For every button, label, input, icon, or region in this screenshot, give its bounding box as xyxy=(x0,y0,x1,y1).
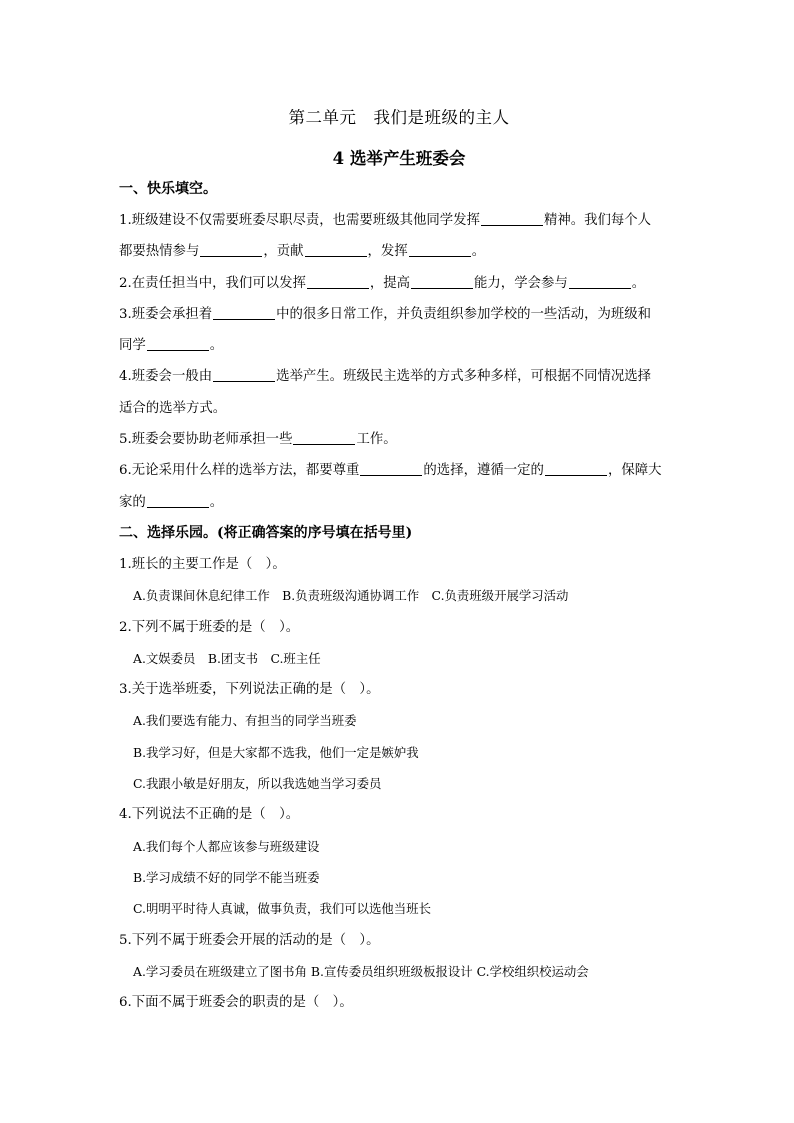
text-segment: 中的很多日常工作，并负责组织参加学校的一些活动，为班级和 xyxy=(276,306,652,322)
text-segment: 精神。我们每个人 xyxy=(543,213,652,228)
text-segment: 1.班级建设不仅需要班委尽职尽责，也需要班级其他同学发挥 xyxy=(119,213,480,228)
text-segment: 同学 xyxy=(119,338,146,354)
fill-q6-line1 xyxy=(119,455,679,486)
text-segment: 6.无论采用什么样的选举方法，都要尊重 xyxy=(119,463,360,479)
text-segment: 都要热情参与 xyxy=(119,244,200,260)
text-segment: 。 xyxy=(209,494,224,510)
answer-blank[interactable] xyxy=(481,211,543,226)
text-segment: 。 xyxy=(631,275,646,291)
fill-q6-line2 xyxy=(119,487,679,518)
choice-q3-option-b: B.我学习好，但是大家都不选我，他们一定是嫉妒我 xyxy=(133,744,419,760)
text-segment: ，提高 xyxy=(369,275,411,291)
text-segment: 4.班委会一般由 xyxy=(119,369,213,385)
text-segment: 。 xyxy=(471,244,486,260)
text-segment: 3.班委会承担着 xyxy=(119,306,213,322)
fill-q2 xyxy=(119,268,679,299)
choice-q2-options: A.文娱委员 B.团支书 C.班主任 xyxy=(133,650,321,666)
answer-blank[interactable] xyxy=(147,336,209,351)
text-segment: 工作。 xyxy=(356,432,397,448)
worksheet-page xyxy=(119,103,679,1018)
choice-q4-option-c: C.明明平时待人真诚，做事负责，我们可以选他当班长 xyxy=(133,901,431,917)
text-segment: 5.班委会要协助老师承担一些 xyxy=(119,432,293,448)
section-choice-heading: 二、选择乐园。(将正确答案的序号填在括号里) xyxy=(119,524,413,541)
choice-q1-stem: 1.班长的主要工作是（ ）。 xyxy=(119,556,286,572)
text-segment: ，贡献 xyxy=(263,244,304,260)
answer-blank[interactable] xyxy=(545,461,607,476)
text-segment: 能力，学会参与 xyxy=(474,275,568,291)
choice-q4-option-a: A.我们每个人都应该参与班级建设 xyxy=(133,838,320,854)
text-segment: 选举产生。班级民主选举的方式多种多样，可根据不同情况选择 xyxy=(276,369,652,385)
text-segment: 。 xyxy=(209,338,224,354)
text-segment: ，发挥 xyxy=(367,244,408,260)
answer-blank[interactable] xyxy=(200,242,262,257)
section-fill-blank-heading: 一、快乐填空。 xyxy=(119,181,217,197)
fill-q4-line2 xyxy=(119,393,679,424)
answer-blank[interactable] xyxy=(411,274,473,289)
answer-blank[interactable] xyxy=(305,242,367,257)
choice-q3-option-a: A.我们要选有能力、有担当的同学当班委 xyxy=(133,713,357,729)
fill-q4-line1 xyxy=(119,361,679,392)
answer-blank[interactable] xyxy=(213,367,275,382)
answer-blank[interactable] xyxy=(213,305,275,320)
text-segment: 家的 xyxy=(119,494,146,510)
choice-q4-stem: 4.下列说法不正确的是（ ）。 xyxy=(119,807,300,823)
answer-blank[interactable] xyxy=(569,274,631,289)
fill-q3-line1 xyxy=(119,299,679,330)
fill-q5 xyxy=(119,424,679,455)
answer-blank[interactable] xyxy=(409,242,471,257)
text-segment: ，保障大 xyxy=(607,463,662,479)
fill-q1-line1 xyxy=(119,205,679,236)
choice-q5-stem: 5.下列不属于班委会开展的活动的是（ ）。 xyxy=(119,932,380,948)
choice-q3-option-c: C.我跟小敏是好朋友，所以我选她当学习委员 xyxy=(133,776,382,792)
answer-blank[interactable] xyxy=(293,430,355,445)
choice-q2-stem: 2.下列不属于班委的是（ ）。 xyxy=(119,619,300,635)
choice-q3-stem: 3.关于选举班委，下列说法正确的是（ ）。 xyxy=(119,682,380,698)
choice-q6-stem: 6.下面不属于班委会的职责的是（ ）。 xyxy=(119,995,353,1011)
lesson-title: 4 选举产生班委会 xyxy=(332,149,466,168)
unit-title: 第二单元 我们是班级的主人 xyxy=(288,108,510,127)
fill-q3-line2 xyxy=(119,330,679,361)
answer-blank[interactable] xyxy=(307,274,369,289)
text-segment: 的选择，遵循一定的 xyxy=(423,463,544,479)
text-segment: 2.在责任担当中，我们可以发挥 xyxy=(119,275,306,291)
text-segment: 适合的选举方式。 xyxy=(119,400,227,416)
choice-q1-options: A.负责课间休息纪律工作 B.负责班级沟通协调工作 C.负责班级开展学习活动 xyxy=(133,588,569,604)
choice-q4-option-b: B.学习成绩不好的同学不能当班委 xyxy=(133,869,320,885)
choice-q5-options: A.学习委员在班级建立了图书角 B.宣传委员组织班级板报设计 C.学校组织校运动会 xyxy=(133,963,589,979)
answer-blank[interactable] xyxy=(147,493,209,508)
answer-blank[interactable] xyxy=(360,461,422,476)
fill-q1-line2 xyxy=(119,236,679,267)
